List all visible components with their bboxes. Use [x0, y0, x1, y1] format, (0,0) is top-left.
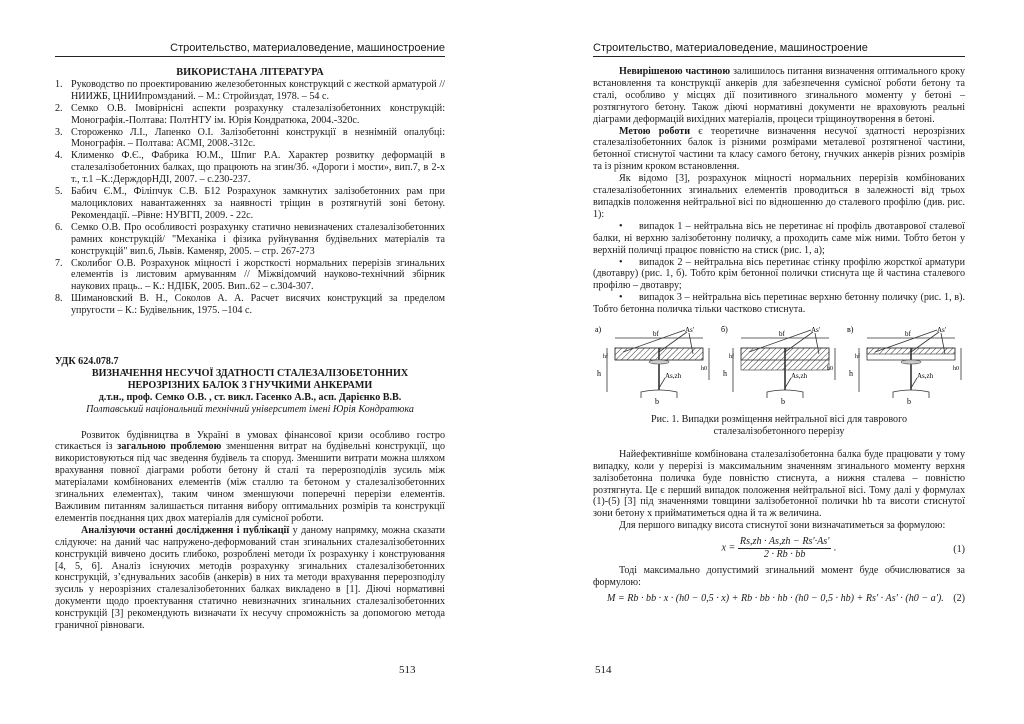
paragraph-cases-intro: Як відомо [3], розрахунок міцності нормальних перерізів комбінованих сталезалізобетонних згинальних елементів проводиться в залежності від трьох випадків положення нейтральної вісі по відношенню до сталевого профілю (див. рис. 1):	[593, 173, 965, 220]
paragraph-moment-intro: Тоді максимально допустимий згинальний момент буде обчислюватися за формулою:	[593, 565, 965, 588]
equation-number-2: (2)	[953, 592, 965, 604]
leader-as-zh	[785, 378, 791, 388]
running-head-right: Строительство, материаловедение, машиностроение	[593, 42, 965, 57]
bullet-case-2: • випадок 2 – нейтральна вісь перетинає стінку профілю жорсткої арматури (двотавру) (рис. 1, б). Тобто крім бетонної полички стиснута ще й частина сталевого профілю – двотавру;	[593, 256, 965, 292]
label-hf: hf	[603, 354, 608, 361]
label-h: h	[597, 369, 601, 379]
right-page	[593, 42, 965, 609]
section-diagram-a	[593, 320, 713, 408]
figure-1	[593, 320, 965, 410]
formula-1: x = $\frac{Rs,zh \cdot As,zh - Rs'\cdot As'}{2 \cdot Rb \cdot bb}$ . (1)	[721, 536, 965, 561]
label-as-zh: As,zh	[665, 372, 682, 381]
paragraph-case1-formula-intro: Для першого випадку висота стиснутої зони визначатиметься за формулою:	[619, 520, 946, 532]
reference-item: 4. Клименко Ф.Є., Фабрика Ю.М., Шпиг Р.А. Характер розвитку деформацій в сталезалізобетонних балках, що працюють на згин/Зб. «Дороги і мости», вип.7, в 2-х т., т.1 –К.:ДерждорНДІ, 2007. – с.230-237.	[55, 150, 445, 186]
page-number-right: 514	[595, 664, 612, 676]
figure-panel-c	[845, 320, 965, 408]
bullet-icon: •	[619, 292, 623, 304]
paragraph-efficient: Найефективніше комбінована сталезалізобетонна балка буде працювати у тому випадку, коли у перерізі із максимальним значенням згинального моменту верхня залізобетонна поличка буде повністю стиснута, а нижня сталева – повністю розтягнута. Це є перший випадок положення нейтральної вісі. Тому далі у формулах (1)-(5) [3] під значеннями товщини залізобетонної полички hb та висоти стиснутої зони бетону x прийматиметься одна й та ж величина.	[593, 448, 965, 520]
panel-label: а)	[595, 325, 602, 335]
panel-label: в)	[847, 325, 854, 335]
steel-top-flange	[901, 360, 921, 364]
references-list	[55, 79, 445, 317]
bullet-case-3: • випадок 3 – нейтральна вісь перетинає верхню бетонну поличку (рис. 1, в). Тобто бетонна поличка тільки частково стиснута.	[593, 292, 965, 316]
figure-panel-b	[719, 320, 839, 408]
paragraph-goal: Метою роботи є теоретичне визначення несучої здатності нерозрізних сталезалізобетонних балок із різними розмірами металевої розтягненої частини, бетонної стиснутої частини та класу самого бетону, гнучких анкерів різних розмірів та із різним кроком встановлення.	[593, 125, 965, 173]
paragraph-analysis: Аналізуючи останні дослідження і публікації у даному напрямку, можна сказати слідуюче: на даний час напружено-деформований стан згинальних сталезалізобетонних конструкцій вивчено досить глибоко, розроблені методи їх розрахунку і конструювання [4, 5, 6]. Аналіз існуючих методів розрахунку згинальних сталезалізобетонних конструкцій, з’єднувальних засобів (анкерів) в них та методи врахування перерозподілу зусиль у нерозрізних сталезалізобетонних балках викладено в [1]. Діючі нормативні документи щодо проектування статично невизначних згинальних сталезалізобетонних конструкцій [3] рекомендують визначати їх несучу спроможність за допомогою метода граничної рівноваги.	[55, 524, 445, 632]
label-hf: hf	[729, 354, 734, 361]
section-diagram-b	[719, 320, 839, 408]
label-h0: h0	[953, 366, 959, 373]
panel-label: б)	[721, 325, 728, 335]
label-as-prime: As'	[937, 326, 947, 335]
steel-top-flange	[649, 360, 669, 364]
label-bf: bf	[653, 330, 659, 339]
label-h0: h0	[701, 366, 707, 373]
section-diagram-c	[845, 320, 965, 408]
label-b: b	[781, 397, 785, 407]
leader-as-zh	[659, 378, 665, 388]
label-h: h	[849, 369, 853, 379]
reference-item: 5. Бабич Є.М., Філіпчук С.В. Б12 Розрахунок замкнутих залізобетонних рам при малоциклових навантаженнях за наявності тріщин в розтягнутій зоні бетону. Рекомендації. –Рівне: НУВГП, 2009. - 22с.	[55, 186, 445, 221]
left-page	[55, 42, 445, 632]
label-as-prime: As'	[685, 326, 695, 335]
reference-item: 2. Семко О.В. Імовірнісні аспекти розрахунку сталезалізобетонних конструкцій: Монографія.-Полтава: ПолтНТУ ім. Юрія Кондратюка, 2004.-320с.	[55, 102, 445, 126]
reference-item: 8. Шимановский В. Н., Соколов А. А. Расчет висячих конструкций за пределом упругости – К.: Будівельник, 1975. –104 с.	[55, 293, 445, 317]
label-bf: bf	[779, 330, 785, 339]
label-bf: bf	[905, 330, 911, 339]
reference-item: 6. Семко О.В. Про особливості розрахунку статично невизначених сталезалізобетонних рамних конструкцій/ "Механіка і фізика руйнування будівельних матеріалів та конструкцій" вип.6, Львів. Каменяр, 2005. – стр. 267-273	[55, 221, 445, 257]
label-as-zh: As,zh	[791, 372, 808, 381]
affiliation: Полтавський національний технічний університет імені Юрія Кондратюка	[86, 403, 414, 415]
bullet-icon: •	[619, 220, 623, 232]
paragraph-intro: Розвиток будівництва в Україні в умовах фінансової кризи особливо гостро стикається із загальною проблемою зменшення витрат на будівельні конструкції, що використовуються під час зведення будівель та споруд. Зменшити витрати можна шляхом врахування повної діаграми роботи бетону й сталі та перерозподілів зусиль між матеріалами комбінованих елементів (між сталлю та бетоном у сталезалізобетонних згинальних елементах), таким чином зменшуючи поперечні перерізи елементів. Важливим питанням залишається питання вибору оптимальних розмірів та конструкції елементів поєднання цих двох матеріалів для сумісної роботи.	[55, 429, 446, 524]
bullet-icon: •	[619, 256, 623, 268]
label-b: b	[655, 397, 659, 407]
references-title: ВИКОРИСТАНА ЛІТЕРАТУРА	[176, 67, 324, 78]
label-hf: hf	[855, 354, 860, 361]
formula-2: M = Rb · bb · x · (h0 − 0,5 · x) + Rb · bb · hb · (h0 − 0,5 · hb) + Rs' · As' · (h0 − a'). (2)	[607, 592, 965, 604]
label-b: b	[907, 397, 911, 407]
equation-number-1: (1)	[953, 544, 965, 556]
article-title: ВИЗНАЧЕННЯ НЕСУЧОЇ ЗДАТНОСТІ СТАЛЕЗАЛІЗОБЕТОННИХ НЕРОЗРІЗНИХ БАЛОК З ГНУЧКИМИ АНКЕРАМИ	[91, 367, 409, 391]
figure-panel-a	[593, 320, 713, 408]
reference-item: 7. Сколибог О.В. Розрахунок міцності і жорсткості нормальних перерізів згинальних елементів із листовим армуванням // Міжвідомчий науково-технічний збірник наукових праць.. – К.: НДІБК, 2005. Вип..62 – с.304-307.	[55, 257, 445, 293]
running-head-left: Строительство, материаловедение, машиностроение	[55, 42, 445, 57]
reference-item: 3. Стороженко Л.І., Лапенко О.І. Залізобетонні конструкції в незнімній опалубці: Монографія. – Полтава: АСМІ, 2008.-312с.	[55, 126, 445, 150]
leader-as-zh	[911, 378, 917, 388]
page-number-left: 513	[399, 664, 416, 676]
udk-code: УДК 624.078.7	[55, 356, 119, 368]
label-as-prime: As'	[811, 326, 821, 335]
steel-bottom-flange	[641, 390, 677, 398]
steel-bottom-flange	[893, 390, 929, 398]
reference-item: 1. Руководство по проектированию железобетонных конструкций с жесткой арматурой // НИИЖБ, ЦНИИпромзданий. – М.: Стройиздат, 1978. – 54 с.	[55, 78, 445, 102]
label-h: h	[723, 369, 727, 379]
steel-bottom-flange	[767, 390, 803, 398]
figure-caption: Рис. 1. Випадки розміщення нейтральної вісі для таврового сталезалізобетонного перерізу	[650, 414, 908, 437]
paragraph-unsolved: Невирішеною частиною залишилось питання визначення оптимального кроку встановлення та конструкції анкерів для забезпечення сумісної роботи бетону та сталі, особливо у місцях дії позитивного згинального моменту у бетоні – розтягнутого бетону. Також діючі нормативні документи не враховують реальні діаграми деформацій вихідних матеріалів, процеси тріщиноутворення в бетоні.	[593, 66, 965, 125]
bullet-case-1: • випадок 1 – нейтральна вісь не перетинає ні профіль двотаврової сталевої балки, ні верхню залізобетонну поличку, а проходить саме між ними. Тобто бетон у верхній поличці працює повністю на стиск (рис. 1, а);	[593, 220, 965, 256]
authors: д.т.н., проф. Семко О.В. , ст. викл. Гасенко А.В., асп. Дарієнко В.В.	[98, 391, 402, 403]
label-as-zh: As,zh	[917, 372, 934, 381]
label-h0: h0	[827, 366, 833, 373]
